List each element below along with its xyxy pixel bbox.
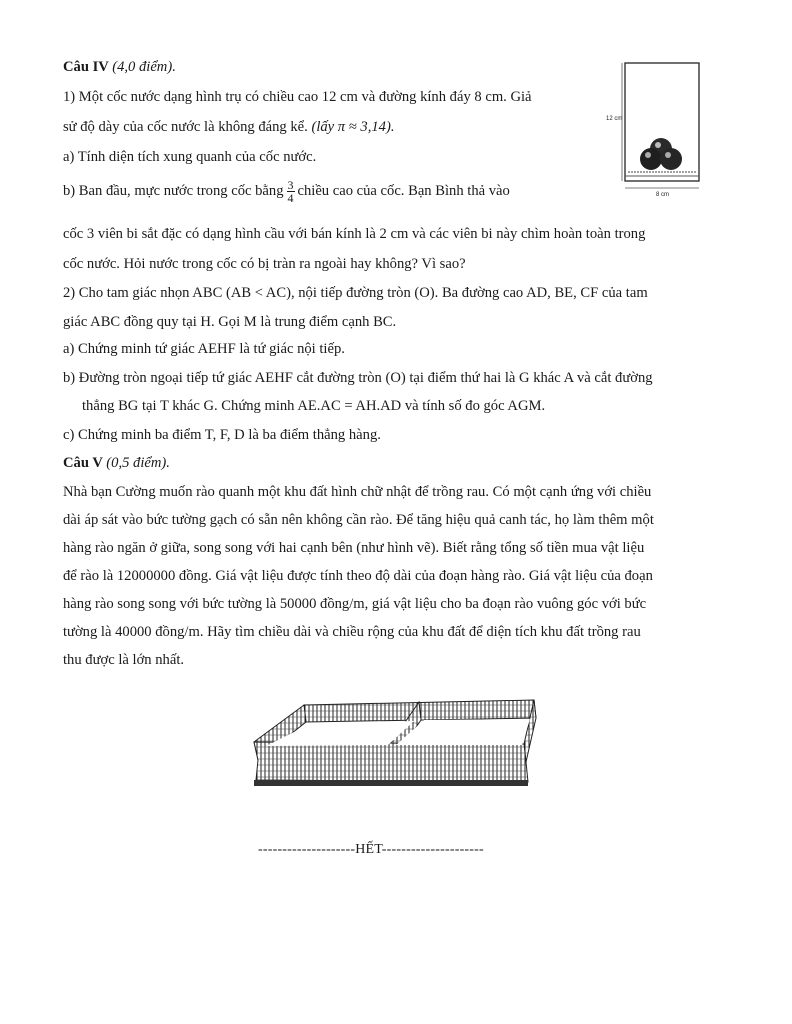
q4-b-line3: cốc nước. Hỏi nước trong cốc có bị tràn ra ngoài hay không? Vì sao?	[63, 256, 466, 272]
cup-figure	[606, 58, 706, 198]
end-marker: --------------------HẾT---------------------	[258, 842, 484, 857]
q4-part2-b-line1: b) Đường tròn ngoại tiếp tứ giác AEHF cắt đường tròn (O) tại điểm thứ hai là G khác A và cắt đường	[63, 370, 653, 386]
q4-part2-line2: giác ABC đồng quy tại H. Gọi M là trung điểm cạnh BC.	[63, 314, 397, 330]
q4-b-post: chiều cao của cốc. Bạn Bình thả vào	[297, 183, 510, 199]
q4-part2-c: c) Chứng minh ba điểm T, F, D là ba điểm thẳng hàng.	[63, 427, 381, 443]
q5-line5: hàng rào song song với bức tường là 50000 đồng/m, giá vật liệu cho ba đoạn rào vuông góc với bức	[63, 596, 647, 612]
ball-icon	[660, 148, 682, 170]
q4-part2-b-line2: thẳng BG tại T khác G. Chứng minh AE.AC = AH.AD và tính số đo góc AGM.	[82, 398, 546, 414]
fraction-numerator: 3	[287, 178, 294, 193]
q5-heading	[63, 453, 170, 473]
q5-title: Câu V	[63, 455, 103, 471]
q4-heading	[63, 57, 176, 77]
fence-base	[254, 780, 528, 786]
ball-icon	[640, 148, 662, 170]
q4-b-line2: cốc 3 viên bi sắt đặc có dạng hình cầu với bán kính là 2 cm và các viên bi này chìm hoàn toàn trong	[63, 226, 646, 242]
q5-line3: hàng rào ngăn ở giữa, song song với hai cạnh bên (như hình vẽ). Biết rằng tổng số tiền mua vật liệu	[63, 540, 645, 556]
q4-points: (4,0 điểm).	[112, 59, 176, 75]
q4-pi-note: (lấy π ≈ 3,14).	[311, 119, 395, 135]
fraction-three-quarters	[287, 179, 295, 204]
q5-line7: thu được là lớn nhất.	[63, 652, 185, 668]
q4-title: Câu IV	[63, 59, 109, 75]
cup-height-label: 12 cm	[606, 116, 623, 122]
q4-part1-line2-text: sử độ dày của cốc nước là không đáng kể.	[63, 119, 308, 135]
cup-diameter-label: 8 cm	[656, 192, 670, 198]
fraction-denominator: 4	[287, 191, 294, 206]
q4-part2-a: a) Chứng minh tứ giác AEHF là tứ giác nội tiếp.	[63, 341, 345, 357]
q4-b-pre: b) Ban đầu, mực nước trong cốc bằng	[63, 183, 284, 199]
q4-a: a) Tính diện tích xung quanh của cốc nước.	[63, 149, 317, 165]
fence-figure	[244, 690, 544, 810]
q4-part1-line2	[63, 117, 394, 137]
q4-b-line1	[63, 178, 510, 204]
q5-line4: để rào là 12000000 đồng. Giá vật liệu được tính theo độ dài của đoạn hàng rào. Giá vật liệu của đoạn	[63, 568, 653, 584]
ball-highlight	[645, 152, 651, 158]
q5-line2: dài áp sát vào bức tường gạch có sẵn nên không cần rào. Để tăng hiệu quả canh tác, họ làm thêm một	[63, 512, 654, 528]
q4-part1-line1: 1) Một cốc nước dạng hình trụ có chiều cao 12 cm và đường kính đáy 8 cm. Giả	[63, 89, 532, 105]
q5-line1: Nhà bạn Cường muốn rào quanh một khu đất hình chữ nhật để trồng rau. Có một cạnh ứng với chiều	[63, 484, 652, 500]
front-fence	[254, 742, 528, 782]
q5-line6: tường là 40000 đồng/m. Hãy tìm chiều dài và chiều rộng của khu đất để diện tích khu đất trồng rau	[63, 624, 641, 640]
ball-highlight	[655, 142, 661, 148]
q4-part2-line1: 2) Cho tam giác nhọn ABC (AB < AC), nội tiếp đường tròn (O). Ba đường cao AD, BE, CF của tam	[63, 285, 648, 301]
q5-points: (0,5 điểm).	[106, 455, 170, 471]
ball-highlight	[665, 152, 671, 158]
